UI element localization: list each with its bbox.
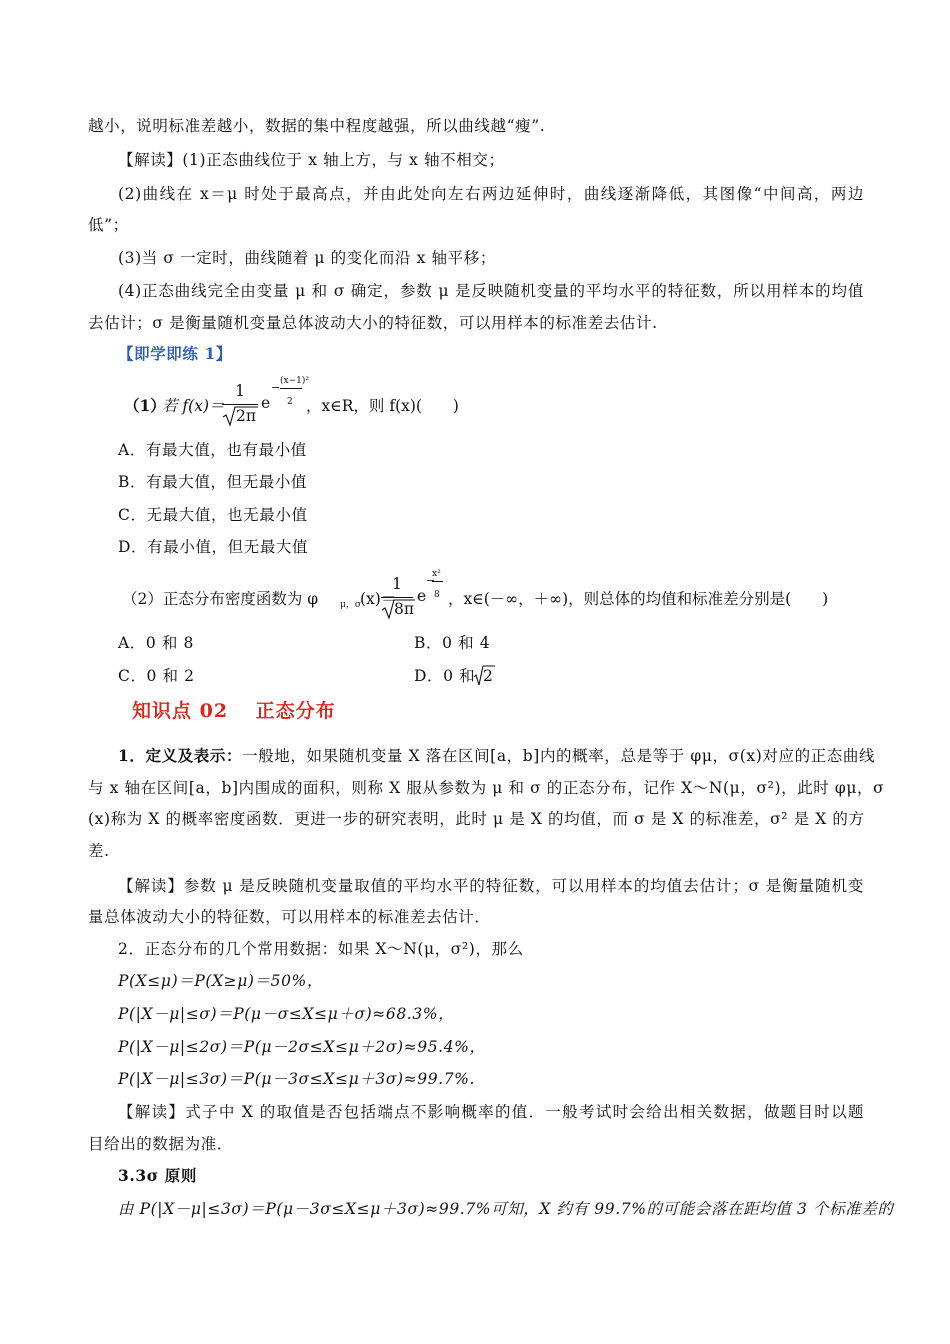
formula-line: P(|X－μ|≤3σ)＝P(μ－3σ≤X≤μ＋3σ)≈99.7%. [118, 1070, 476, 1088]
fraction-denominator: 2π [235, 407, 257, 425]
formula-line: P(X≤μ)＝P(X≥μ)＝50%， [118, 972, 323, 990]
definition-line: 与 x 轴在区间[a，b]内围成的面积，则称 X 服从参数为 μ 和 σ 的正态分布，记作 X～N(μ，σ²)，此时 φμ，σ [88, 779, 885, 797]
option-b: B．有最大值，但无最小值 [118, 473, 308, 491]
paragraph-line: 低”； [88, 216, 129, 234]
option-d-label: D．0 和 [414, 667, 476, 685]
option-c: C．0 和 2 [118, 667, 195, 685]
formula-line: P(|X－μ|≤σ)＝P(μ－σ≤X≤μ＋σ)≈68.3%， [118, 1005, 455, 1023]
exponent-bar [432, 581, 443, 582]
minus-sign: − [426, 574, 436, 587]
definition-line: 差. [88, 842, 110, 860]
interpretation-line: 量总体波动大小的特征数，可以用样本的标准差去估计． [88, 908, 491, 926]
exp-base: e [417, 587, 427, 605]
paragraph-line: (4)正态曲线完全由变量 μ 和 σ 确定，参数 μ 是反映随机变量的平均水平的特征数，所以用样本的均值 [118, 282, 864, 300]
paragraph-line: (2)曲线在 x＝μ 时处于最高点，并由此处向左右两边延伸时，曲线逐渐降低，其图像“中间高，两边 [118, 185, 864, 203]
interpretation-line: 【解读】参数 μ 是反映随机变量取值的平均水平的特征数，可以用样本的均值去估计；σ 是衡量随机变 [118, 877, 864, 895]
option-a: A．有最大值，也有最小值 [118, 441, 307, 459]
section-title: 知识点 02 正态分布 [132, 700, 336, 722]
option-a: A．0 和 8 [118, 634, 194, 652]
option-c: C．无最大值，也无最小值 [118, 506, 308, 524]
exponent-numerator: (x−1)² [280, 376, 309, 386]
fraction-numerator: 1 [392, 575, 402, 593]
question-text-tail: ，x∈R，则 f(x)( ) [306, 397, 459, 415]
interpretation-line: 目给出的数据为准． [88, 1135, 233, 1153]
practice-heading: 【即学即练 1】 [118, 344, 232, 363]
common-data-intro: 2．正态分布的几个常用数据：如果 X～N(μ，σ²)，那么 [118, 940, 524, 958]
exponent-denominator: 2 [287, 397, 293, 407]
definition-text: 一般地，如果随机变量 X 落在区间[a，b]内的概率，总是等于 φμ，σ(x)对应的正态曲线 [242, 747, 876, 765]
formula-line: P(|X－μ|≤2σ)＝P(μ－2σ≤X≤μ＋2σ)≈95.4%， [118, 1038, 486, 1056]
exponent-numerator: x² [432, 569, 441, 579]
question-number: （1） [124, 396, 166, 415]
definition-line: (x)称为 X 的概率密度函数．更进一步的研究表明，此时 μ 是 X 的均值，而 σ 是 X 的标准差，σ² 是 X 的方 [88, 810, 865, 828]
exponent-denominator: 8 [434, 590, 440, 600]
subscript: μ，σ [340, 600, 361, 610]
paragraph-line: 越小，说明标准差越小，数据的集中程度越强，所以曲线越“瘦”. [88, 117, 546, 135]
exp-base: e [261, 394, 271, 412]
question-text: （2）正态分布密度函数为 φ [122, 590, 319, 608]
fraction-denominator: 8π [393, 600, 415, 618]
option-d: D．有最小值，但无最大值 [118, 538, 309, 556]
question-text-tail: ，x∈(－∞，＋∞)，则总体的均值和标准差分别是( ) [448, 590, 829, 608]
rule-title: 3.3σ 原则 [118, 1166, 197, 1185]
paragraph-line: 【解读】(1)正态曲线位于 x 轴上方，与 x 轴不相交； [118, 151, 505, 169]
interpretation-line: 【解读】式子中 X 的取值是否包括端点不影响概率的值．一般考试时会给出相关数据，做题目时以题 [118, 1103, 864, 1121]
rule-text: 由 P(|X－μ|≤3σ)＝P(μ－3σ≤X≤μ＋3σ)≈99.7%可知，X 约有 99.7%的可能会落在距均值 3 个标准差的 [118, 1200, 894, 1218]
option-d-radicand: 2 [483, 667, 494, 685]
fraction-numerator: 1 [235, 382, 245, 400]
paragraph-line: (3)当 σ 一定时，曲线随着 μ 的变化而沿 x 轴平移； [118, 249, 496, 267]
paragraph-line: 去估计；σ 是衡量随机变量总体波动大小的特征数，可以用样本的标准差去估计. [88, 314, 658, 332]
definition-label: 1．定义及表示： [118, 746, 243, 765]
definition-line [118, 745, 876, 767]
minus-sign: − [271, 381, 281, 394]
question-text: 若 f(x)＝ [162, 397, 225, 415]
exponent-bar [280, 388, 302, 389]
question-text-mid: (x)＝ [360, 590, 397, 608]
option-b: B．0 和 4 [414, 634, 491, 652]
